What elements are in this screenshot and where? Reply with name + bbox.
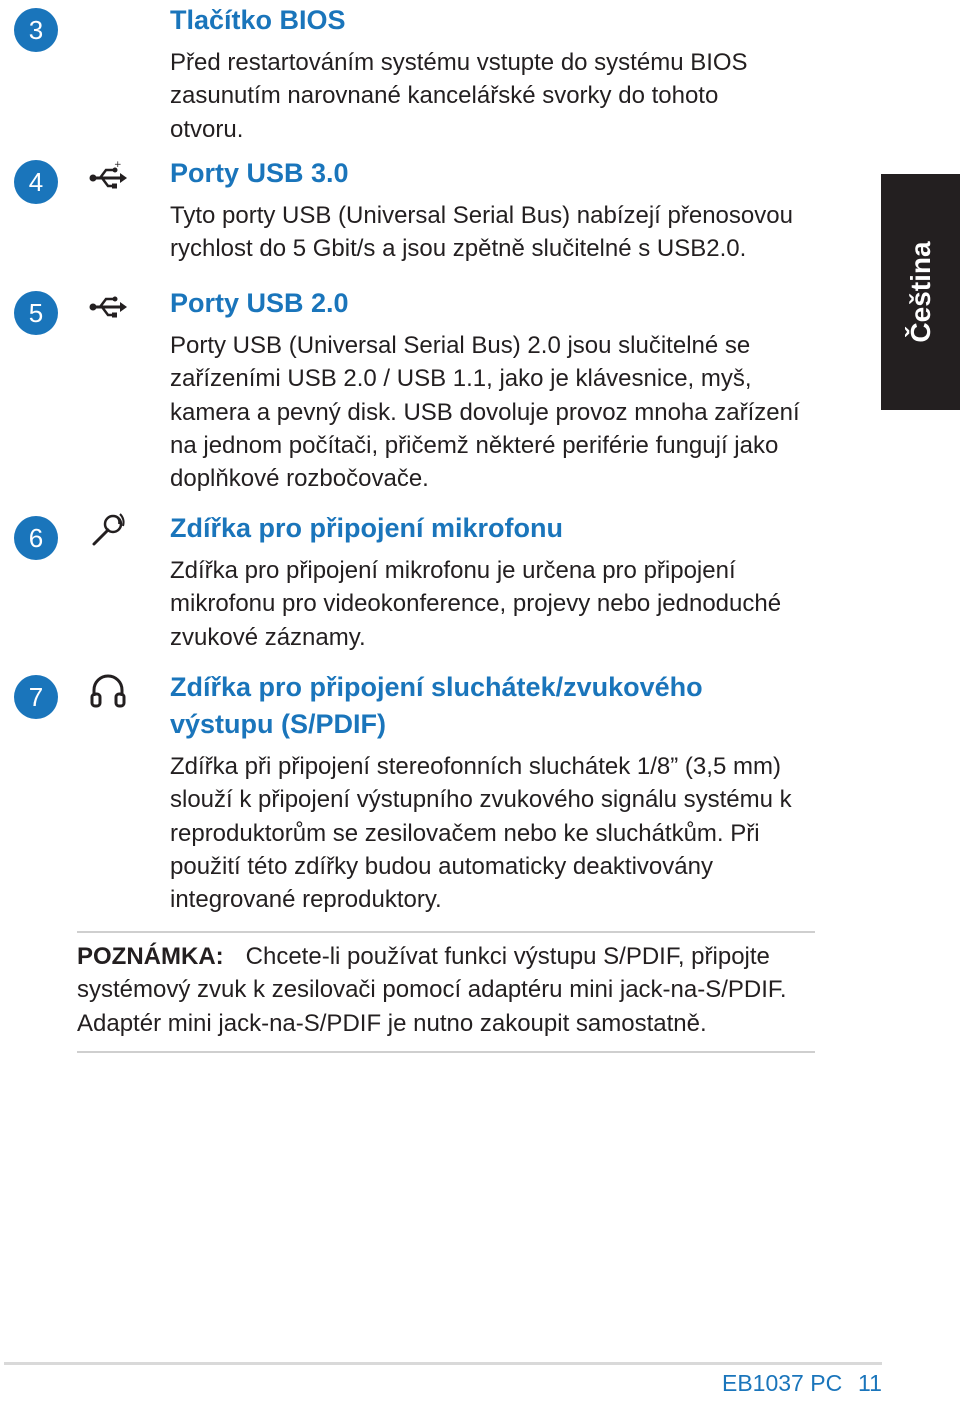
number-badge: 4 bbox=[14, 160, 58, 204]
note-text: Chcete-li používat funkci výstupu S/PDIF, připojte systémový zvuk k zesilovači pomocí adaptéru mini jack-na-S/PDIF. Adaptér mini jack-na-S/PDIF je nutno zakoupit samostatně. bbox=[77, 943, 787, 1037]
item-title: Porty USB 2.0 bbox=[170, 288, 349, 318]
item-description: Zdířka pro připojení mikrofonu je určena pro připojení mikrofonu pro videokonference, projevy nebo jednoduché zvukové záznamy. bbox=[170, 557, 782, 651]
number-badge: 5 bbox=[14, 291, 58, 335]
item-description: Zdířka při připojení stereofonních sluchátek 1/8” (3,5 mm) slouží k připojení výstupního zvukového signálu systému k reproduktorům se zesilovačem nebo ke sluchátkům. Při použití této zdířky budou automaticky deaktivovány integrované reproduktory. bbox=[170, 753, 792, 914]
note-label: POZNÁMKA: bbox=[77, 943, 224, 970]
item-title: Zdířka pro připojení sluchátek/zvukového výstupu (S/PDIF) bbox=[170, 672, 703, 739]
item-title: Zdířka pro připojení mikrofonu bbox=[170, 513, 564, 543]
microphone-icon bbox=[88, 510, 128, 550]
footer-divider bbox=[4, 1362, 882, 1365]
footer-model: EB1037 PC bbox=[722, 1370, 843, 1396]
item-title: Porty USB 3.0 bbox=[170, 158, 349, 188]
svg-text:+: + bbox=[114, 160, 122, 170]
number-badge: 3 bbox=[14, 8, 58, 52]
note-bottom-divider bbox=[77, 1051, 815, 1053]
item-description: Tyto porty USB (Universal Serial Bus) nabízejí přenosovou rychlost do 5 Gbit/s a jsou zpětně slučitelné s USB2.0. bbox=[170, 202, 793, 263]
number-badge: 6 bbox=[14, 516, 58, 560]
usb-icon bbox=[88, 287, 128, 327]
item-title: Tlačítko BIOS bbox=[170, 5, 346, 35]
headphones-icon bbox=[88, 670, 128, 710]
language-tab bbox=[881, 174, 960, 410]
note-block bbox=[77, 940, 815, 1040]
note-top-divider bbox=[77, 931, 815, 933]
language-tab-label: Čeština bbox=[904, 241, 936, 343]
item-description: Porty USB (Universal Serial Bus) 2.0 jsou slučitelné se zařízeními USB 2.0 / USB 1.1, jako je klávesnice, myš, kamera a pevný disk. USB dovoluje provoz mnoha zařízení na jednom počítači, přičemž některé periférie fungují jako doplňkové rozbočovače. bbox=[170, 332, 800, 493]
item-description: Před restartováním systému vstupte do systému BIOS zasunutím narovnané kancelářské svorky do tohoto otvoru. bbox=[170, 49, 748, 143]
number-badge: 7 bbox=[14, 675, 58, 719]
page-number: 11 bbox=[858, 1370, 882, 1396]
usb-superspeed-icon bbox=[88, 158, 128, 198]
